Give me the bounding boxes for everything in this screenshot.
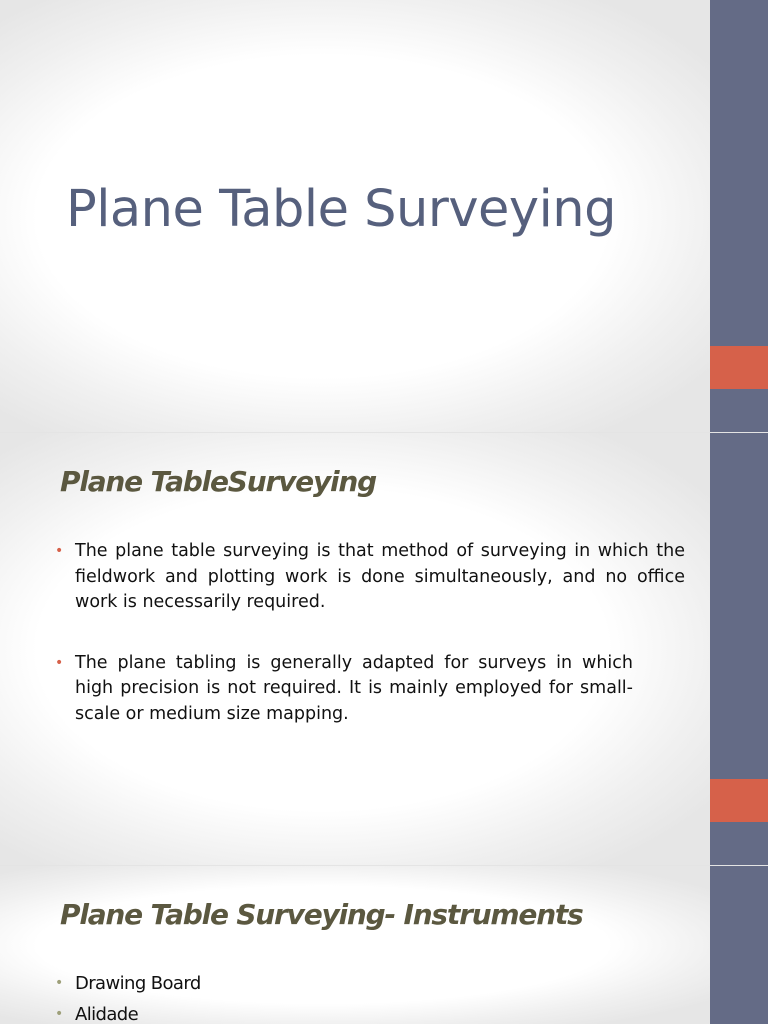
bullet-item: • Alidade xyxy=(55,999,685,1024)
slide-3 xyxy=(0,866,768,1024)
slide-heading: Plane TableSurveying xyxy=(60,465,376,498)
bullet-list xyxy=(55,968,685,1024)
side-accent xyxy=(710,779,768,822)
bullet-list xyxy=(55,539,685,727)
slide-title: Plane Table Surveying xyxy=(66,180,616,239)
slide-divider xyxy=(0,432,768,433)
bullet-item: • The plane tabling is generally adapted for surveys in which high precision is not required. It is mainly employed for small-scale or medium size mapping. xyxy=(55,651,633,728)
slide-divider xyxy=(0,865,768,866)
slide-heading: Plane Table Surveying- Instruments xyxy=(60,898,583,931)
slide-2 xyxy=(0,433,768,866)
bullet-item: • Drawing Board xyxy=(55,968,685,999)
slide-1 xyxy=(0,0,768,433)
side-accent xyxy=(710,346,768,389)
side-bar xyxy=(710,866,768,1024)
bullet-item: • The plane table surveying is that method of surveying in which the fieldwork and plotting work is done simultaneously, and no office work is necessarily required. xyxy=(55,539,685,616)
